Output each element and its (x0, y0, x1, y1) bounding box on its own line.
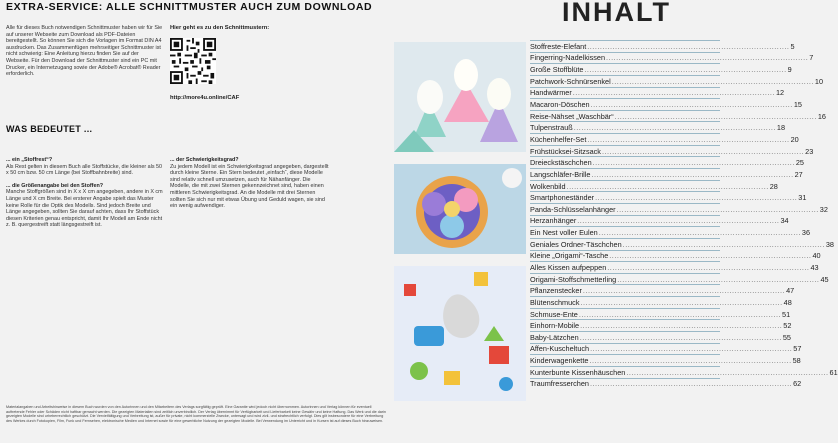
toc-leader-dots: ................................................................................ (606, 53, 809, 63)
toc-leader-dots: ................................................................................ (566, 181, 769, 191)
toc-item[interactable] (530, 261, 819, 273)
toc-leader-dots: ................................................................................ (592, 158, 795, 168)
faq-question: ... ein „Stoffrest“? (6, 157, 53, 163)
toc-item-page: 47 (786, 286, 795, 296)
toc-leader-dots: ................................................................................ (573, 123, 776, 133)
page-header: EXTRA-SERVICE: ALLE SCHNITTMUSTER AUCH ZUM DOWNLOAD (6, 1, 373, 13)
toc-leader-dots: ................................................................................ (595, 193, 798, 203)
intro-text: Alle für dieses Buch notwendigen Schnittmuster haben wir für Sie auf unserer Webseite zum Download als PDF-Dateien bereitgestellt. So können Sie sich die Vorlagen im Format DIN A4 ausdrucken. Das Zusammenfügen mehrseitiger Schnittmuster ist nicht schwierig: Eine Anleitung hierzu finden Sie auf der Webseite. Für den Download der Schnittmuster sind ein PC mit Drucker, ein Internetzugang sowie der Adobe® Acrobat® Reader erforderlich. (6, 25, 163, 78)
toc-item-page: 34 (780, 216, 789, 226)
toc-item-title: Alles Kissen aufpeppen (530, 262, 607, 272)
toc-item-title: Ein Nest voller Eulen (530, 228, 598, 238)
photo-pincushion (394, 164, 526, 254)
toc-item-title: Tulpenstrauß (530, 123, 573, 133)
photo-baby-toys (394, 266, 526, 401)
toc-item-page: 7 (809, 53, 814, 63)
toc-item-title: Panda-Schlüsselanhänger (530, 204, 616, 214)
toc-leader-dots: ................................................................................ (579, 332, 782, 342)
toc-item[interactable] (530, 52, 814, 64)
toc-item[interactable] (530, 250, 821, 262)
toc-item-page: 61 (829, 367, 838, 377)
toc-item[interactable] (530, 168, 803, 180)
toc-item-title: Herzanhänger (530, 216, 577, 226)
toc-leader-dots: ................................................................................ (626, 367, 829, 377)
toc-item-page: 36 (801, 228, 811, 238)
toc-item-title: Reise-Nähset „Waschbär“ (530, 111, 614, 121)
qr-code-icon[interactable] (170, 38, 216, 84)
faq-column-right (170, 157, 330, 210)
toc-item-title: Handwärmer (530, 88, 572, 98)
toc-item-title: Wolkenbild (530, 181, 566, 191)
toc-leader-dots: ................................................................................ (614, 111, 817, 121)
toc-leader-dots: ................................................................................ (577, 216, 780, 226)
toc-leader-dots: ................................................................................ (598, 228, 801, 238)
toc-title: INHALT (562, 0, 671, 27)
toc-item-page: 62 (793, 379, 802, 389)
toc-item[interactable] (530, 180, 778, 192)
toc-item-page: 58 (792, 356, 801, 366)
toc-item[interactable] (530, 145, 814, 157)
toc-leader-dots: ................................................................................ (611, 76, 814, 86)
toc-leader-dots: ................................................................................ (587, 134, 790, 144)
toc-item-page: 27 (794, 169, 803, 179)
toc-item-page: 28 (769, 181, 778, 191)
toc-item-page: 25 (795, 158, 804, 168)
toc-item-page: 18 (776, 123, 786, 133)
toc-leader-dots: ................................................................................ (589, 356, 792, 366)
toc-item-title: Origami-Stoffschmetterling (530, 274, 617, 284)
toc-leader-dots: ................................................................................ (578, 309, 782, 319)
toc-item[interactable] (530, 121, 786, 133)
toc-item-title: Fingerring-Nadelkissen (530, 53, 606, 63)
toc-item-page: 48 (783, 297, 792, 307)
toc-item-page: 12 (775, 88, 785, 98)
faq-answer: Als Rest gelten in diesem Buch alle Stoffstücke, die kleiner als 50 x 50 cm bzw. 50 cm Länge (bei Stoffbahnbreite) sind. (6, 163, 163, 177)
faq-answer: Zu jedem Modell ist ein Schwierigkeitsgrad angegeben, dargestellt durch kleine Sterne. Ein Stern bedeutet „einfach“, diese Modelle sind relativ schnell umzusetzen, auch für Nähanfänger. Die Modelle, die mit zwei Sternen gekennzeichnet sind, haben einen mittleren Schwierigkeitsgrad. An die Modelle mit drei Sternen sollten Sie sich nur mit etwas Übung und Geduld wagen, sie sind ein wenig aufwendiger. (170, 163, 329, 210)
toc-item-title: Kunterbunte Kissenhäuschen (530, 367, 626, 377)
toc-item-title: Geniales Ordner-Täschchen (530, 239, 622, 249)
faq-answer: Manche Stoffgrößen sind in X x X cm angegeben, andere in X cm Länge und X cm Breite. Bei ersterer Angabe spielt das Muster keine Rolle für die Optik des Modells. Sind jedoch Breite und Länge angegeben, sollten Sie darauf achten, dass Ihr Stoffstück diesen Kriterien genau entspricht, damit Ihr Modell am Ende nicht z. B. quergestreift statt längsgestreift ist. (6, 189, 163, 229)
toc-item-page: 52 (783, 321, 792, 331)
faq-column-left (6, 157, 166, 229)
faq-question: ... der Schwierigkeitsgrad? (170, 157, 239, 163)
toc-leader-dots: ................................................................................ (622, 239, 825, 249)
toc-item[interactable] (530, 215, 789, 227)
toc-leader-dots: ................................................................................ (580, 321, 783, 331)
toc-item-title: Frühstücksei-Sitzsack (530, 146, 601, 156)
toc-item-title: Große Stoffblüte (530, 65, 584, 75)
toc-item-title: Smartphoneständer (530, 193, 595, 203)
toc-item-title: Kleine „Origami“-Tasche (530, 251, 609, 261)
toc-item[interactable] (530, 191, 807, 203)
toc-leader-dots: ................................................................................ (589, 379, 793, 389)
photo-egg-cozies (394, 42, 526, 152)
toc-item-page: 15 (793, 100, 802, 110)
toc-item-page: 45 (820, 274, 829, 284)
toc-leader-dots: ................................................................................ (601, 146, 805, 156)
toc-item-page: 9 (787, 65, 792, 75)
toc-item-title: Schmuse-Ente (530, 309, 578, 319)
toc-item-page: 51 (782, 309, 791, 319)
toc-item[interactable] (530, 63, 792, 75)
toc-item-page: 20 (790, 134, 799, 144)
toc-item-title: Stoffreste-Elefant (530, 41, 587, 51)
toc-item-title: Macaron-Döschen (530, 100, 590, 110)
toc-item[interactable] (530, 75, 824, 87)
toc-item[interactable] (530, 378, 802, 390)
toc-item[interactable] (530, 366, 838, 378)
toc-item[interactable] (530, 273, 829, 285)
toc-leader-dots: ................................................................................ (584, 65, 787, 75)
download-link[interactable]: http://more4u.online/CAF (170, 95, 240, 101)
toc-item[interactable] (530, 319, 792, 331)
toc-item-title: Pflanzenstecker (530, 286, 582, 296)
toc-item[interactable] (530, 98, 802, 110)
toc-leader-dots: ................................................................................ (580, 297, 783, 307)
faq-question: ... die Größenangabe bei den Stoffen? (6, 182, 104, 189)
toc-leader-dots: ................................................................................ (616, 204, 819, 214)
toc-item[interactable] (530, 354, 801, 366)
toc-item-page: 38 (825, 239, 834, 249)
toc-item[interactable] (530, 133, 799, 145)
toc-item[interactable] (530, 284, 795, 296)
toc-leader-dots: ................................................................................ (572, 88, 775, 98)
toc-item-title: Baby-Lätzchen (530, 332, 579, 342)
toc-item-page: 32 (819, 204, 828, 214)
toc-item-title: Kinderwagenkette (530, 356, 589, 366)
toc-item[interactable] (530, 238, 834, 250)
toc-leader-dots: ................................................................................ (582, 286, 786, 296)
toc-item-title: Einhorn-Mobile (530, 321, 580, 331)
toc-item-title: Traumfresserchen (530, 379, 589, 389)
toc-item-page: 5 (790, 41, 795, 51)
qr-heading: Hier geht es zu den Schnittmustern: (170, 25, 270, 31)
toc-item[interactable] (530, 296, 792, 308)
toc-leader-dots: ................................................................................ (591, 169, 794, 179)
toc-item-page: 57 (793, 344, 802, 354)
toc-item[interactable] (530, 226, 811, 238)
toc-item-title: Blütenschmuck (530, 297, 580, 307)
table-of-contents (530, 40, 838, 389)
toc-leader-dots: ................................................................................ (609, 251, 812, 261)
toc-item-page: 40 (812, 251, 821, 261)
toc-item[interactable] (530, 343, 802, 355)
toc-item[interactable] (530, 331, 791, 343)
toc-leader-dots: ................................................................................ (590, 344, 793, 354)
toc-item[interactable] (530, 156, 804, 168)
toc-leader-dots: ................................................................................ (587, 41, 790, 51)
toc-item[interactable] (530, 203, 828, 215)
legal-footer: Materialangaben und Arbeitshinweise in diesem Buch wurden von den Autorinnen und den Mitarbeitern des Verlags sorgfältig geprüft. Eine Garantie wird jedoch nicht übernommen. Autorinnen und Verlag können für eventuell auftretende Fehler oder Schäden nicht haftbar gemacht werden. Die gezeigten Materialien sind zeitlich unverbindlich. Der Verlag übernimmt für Verfügbarkeit und Lieferbarkeit keine Gewähr und keine Haftung. Das Werk und die darin gezeigten Modelle sind urheberrechtlich geschützt. Die Vervielfältigung und Verbreitung ist, außer für private, nicht kommerzielle Zwecke, untersagt und wird zivil- und strafrechtlich verfolgt. Dies gilt insbesondere für eine Verbreitung des Werkes durch Fotokopien, Film, Funk und Fernsehen, elektronische Medien und Internet sowie für eine gewerbliche Nutzung der gezeigten Modelle. Bei Verwendung im Unterricht und in Kursen ist auf dieses Buch hinzuweisen. (6, 405, 386, 423)
toc-item-title: Dreieckstäschchen (530, 158, 592, 168)
toc-item-page: 16 (817, 111, 826, 121)
section-title: WAS BEDEUTET ... (6, 124, 93, 134)
toc-item[interactable] (530, 110, 826, 122)
toc-leader-dots: ................................................................................ (590, 100, 793, 110)
toc-item-title: Affen-Kuscheltuch (530, 344, 590, 354)
toc-leader-dots: ................................................................................ (617, 274, 820, 284)
toc-item-page: 10 (814, 76, 824, 86)
toc-item-page: 43 (810, 262, 819, 272)
toc-item-page: 31 (798, 193, 807, 203)
toc-item-page: 55 (782, 332, 791, 342)
toc-item-title: Patchwork-Schnürsenkel (530, 76, 611, 86)
toc-item-title: Küchenhelfer-Set (530, 134, 587, 144)
toc-item-page: 23 (805, 146, 814, 156)
toc-item[interactable] (530, 308, 791, 320)
toc-item[interactable] (530, 87, 785, 99)
toc-item-title: Langschläfer-Brille (530, 169, 591, 179)
toc-item[interactable] (530, 40, 795, 52)
toc-leader-dots: ................................................................................ (607, 262, 810, 272)
